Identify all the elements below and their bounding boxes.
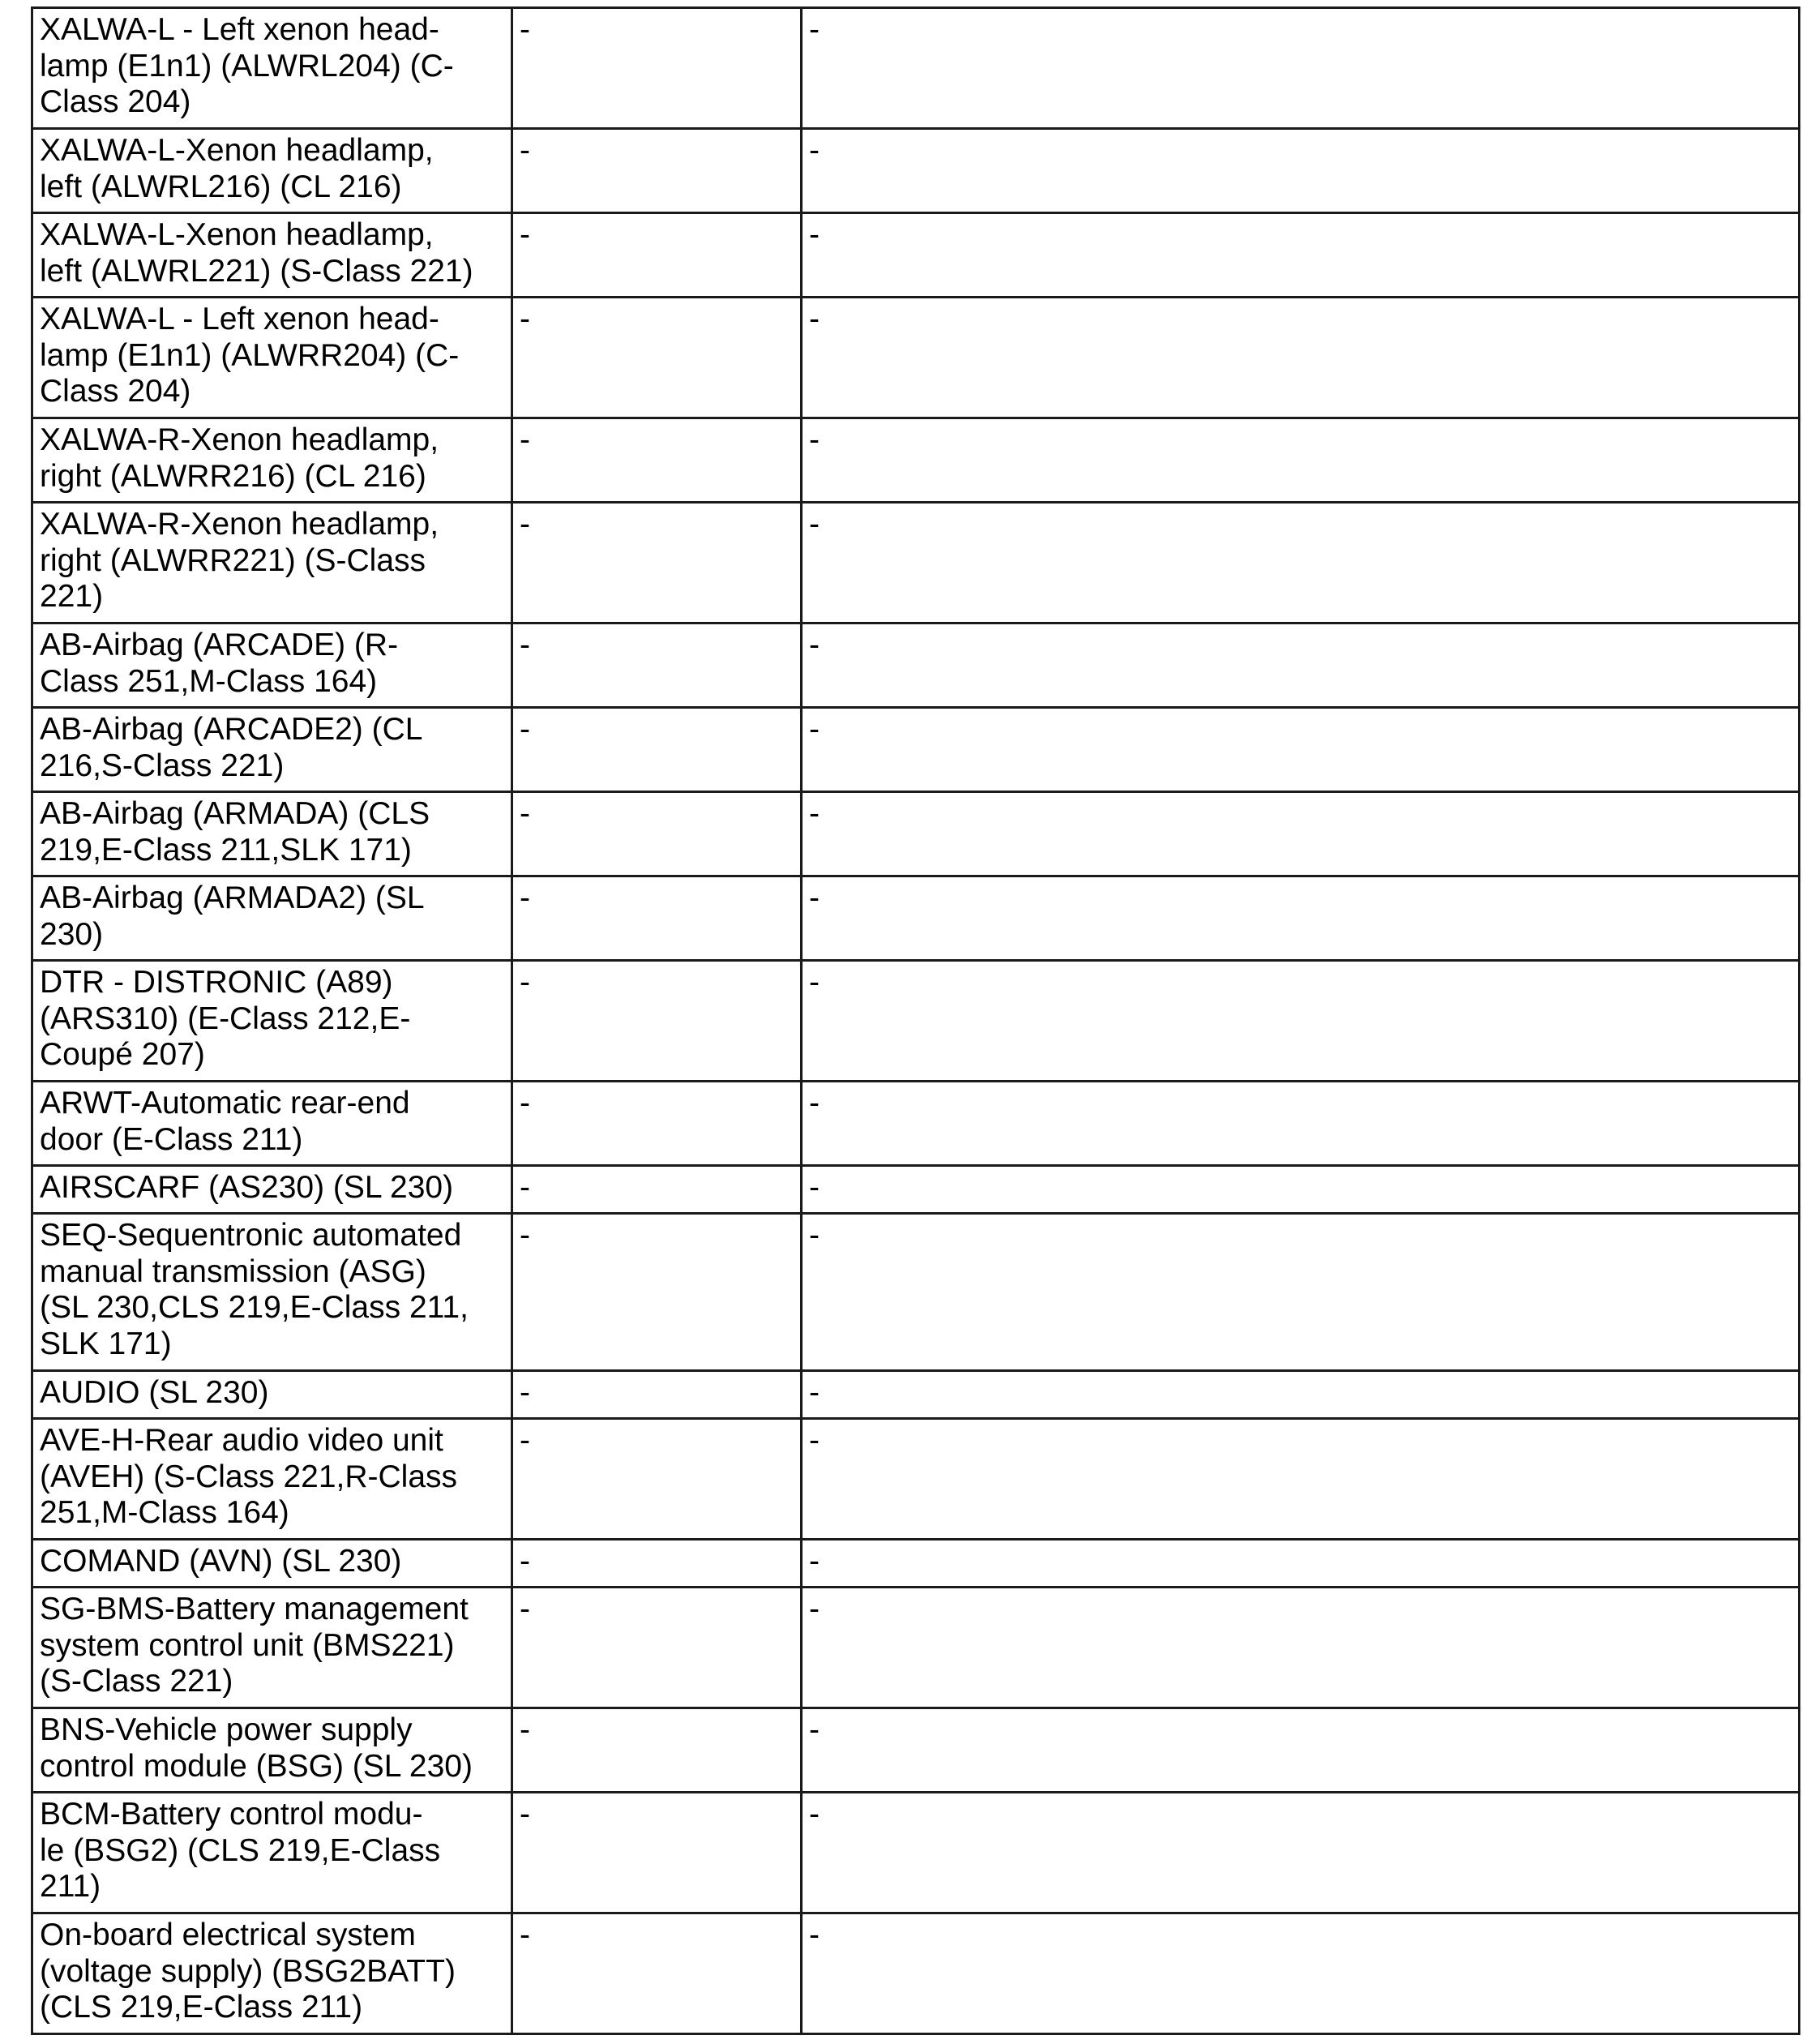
unit-name-cell: [32, 876, 512, 961]
value-cell: [512, 129, 802, 213]
value-text: -: [520, 217, 530, 252]
value-cell: [512, 298, 802, 418]
unit-name: BCM-Battery control modu- le (BSG2) (CLS 219,E-Class 211): [40, 1797, 441, 1904]
value-text: -: [520, 1544, 530, 1579]
note-text: -: [809, 302, 820, 336]
unit-name: XALWA-L - Left xenon head- lamp (E1n1) (ALWRL204) (C- Class 204): [40, 12, 454, 119]
table-row: [32, 418, 1800, 503]
table-row: [32, 1166, 1800, 1214]
note-cell: [802, 298, 1800, 418]
unit-name-cell: [32, 298, 512, 418]
unit-name-cell: [32, 623, 512, 708]
table-row: [32, 298, 1800, 418]
note-text: -: [809, 1218, 820, 1253]
unit-name-cell: [32, 213, 512, 298]
value-cell: [512, 1708, 802, 1793]
value-text: -: [520, 965, 530, 1000]
note-text: -: [809, 965, 820, 1000]
value-cell: [512, 1082, 802, 1166]
note-text: -: [809, 628, 820, 662]
note-text: -: [809, 1712, 820, 1747]
value-cell: [512, 1419, 802, 1540]
unit-name-cell: [32, 129, 512, 213]
table-row: [32, 129, 1800, 213]
value-cell: [512, 213, 802, 298]
unit-name: AIRSCARF (AS230) (SL 230): [40, 1170, 454, 1205]
value-text: -: [520, 1592, 530, 1626]
value-cell: [512, 708, 802, 792]
unit-name: AB-Airbag (ARMADA2) (SL 230): [40, 881, 425, 952]
unit-name: AVE-H-Rear audio video unit (AVEH) (S-Class 221,R-Class 251,M-Class 164): [40, 1423, 458, 1530]
value-text: -: [520, 507, 530, 542]
table-row: [32, 213, 1800, 298]
note-text: -: [809, 217, 820, 252]
note-text: -: [809, 507, 820, 542]
unit-name-cell: [32, 1708, 512, 1793]
value-cell: [512, 876, 802, 961]
unit-name-cell: [32, 792, 512, 876]
note-text: -: [809, 1544, 820, 1579]
value-cell: [512, 792, 802, 876]
value-text: -: [520, 302, 530, 336]
value-text: -: [520, 1797, 530, 1832]
note-cell: [802, 623, 1800, 708]
value-cell: [512, 1913, 802, 2034]
value-text: -: [520, 881, 530, 915]
note-cell: [802, 1913, 1800, 2034]
note-text: -: [809, 133, 820, 168]
note-cell: [802, 1708, 1800, 1793]
note-cell: [802, 1082, 1800, 1166]
table-row: [32, 1371, 1800, 1419]
value-cell: [512, 503, 802, 623]
note-text: -: [809, 1797, 820, 1832]
note-cell: [802, 1214, 1800, 1371]
unit-name-cell: [32, 1540, 512, 1588]
note-text: -: [809, 712, 820, 747]
unit-name: On-board electrical system (voltage supply) (BSG2BATT) (CLS 219,E-Class 211): [40, 1918, 456, 2025]
value-cell: [512, 623, 802, 708]
unit-name: XALWA-L-Xenon headlamp, left (ALWRL216) (CL 216): [40, 133, 434, 204]
unit-name: DTR - DISTRONIC (A89) (ARS310) (E-Class 212,E- Coupé 207): [40, 965, 411, 1072]
note-text: -: [809, 1086, 820, 1121]
note-cell: [802, 129, 1800, 213]
value-text: -: [520, 422, 530, 457]
note-cell: [802, 708, 1800, 792]
unit-name: COMAND (AVN) (SL 230): [40, 1544, 402, 1579]
value-cell: [512, 1588, 802, 1708]
note-text: -: [809, 422, 820, 457]
unit-name: AUDIO (SL 230): [40, 1375, 269, 1410]
unit-name: BNS-Vehicle power supply control module (BSG) (SL 230): [40, 1712, 473, 1784]
unit-name: AB-Airbag (ARCADE2) (CL 216,S-Class 221): [40, 712, 423, 783]
unit-name: AB-Airbag (ARMADA) (CLS 219,E-Class 211,SLK 171): [40, 796, 430, 868]
table-row: [32, 1540, 1800, 1588]
value-text: -: [520, 12, 530, 47]
unit-name-cell: [32, 1166, 512, 1214]
value-cell: [512, 1371, 802, 1419]
note-text: -: [809, 1592, 820, 1626]
note-cell: [802, 213, 1800, 298]
value-text: -: [520, 628, 530, 662]
table-body: [32, 8, 1800, 2034]
unit-name-cell: [32, 1588, 512, 1708]
note-cell: [802, 961, 1800, 1082]
note-cell: [802, 1793, 1800, 1913]
note-cell: [802, 1371, 1800, 1419]
unit-name: XALWA-R-Xenon headlamp, right (ALWRR221) (S-Class 221): [40, 507, 439, 614]
unit-name-cell: [32, 1214, 512, 1371]
table-row: [32, 1082, 1800, 1166]
unit-name-cell: [32, 1913, 512, 2034]
value-text: -: [520, 796, 530, 831]
unit-name: XALWA-R-Xenon headlamp, right (ALWRR216) (CL 216): [40, 422, 439, 494]
note-cell: [802, 876, 1800, 961]
note-cell: [802, 792, 1800, 876]
value-text: -: [520, 1218, 530, 1253]
note-cell: [802, 418, 1800, 503]
unit-name-cell: [32, 1419, 512, 1540]
note-cell: [802, 1588, 1800, 1708]
note-cell: [802, 1540, 1800, 1588]
unit-name: XALWA-L-Xenon headlamp, left (ALWRL221) (S-Class 221): [40, 217, 473, 289]
table-row: [32, 503, 1800, 623]
value-cell: [512, 8, 802, 129]
value-text: -: [520, 133, 530, 168]
control-unit-table: [31, 6, 1800, 2035]
note-cell: [802, 1419, 1800, 1540]
table-row: [32, 1793, 1800, 1913]
note-text: -: [809, 1918, 820, 1952]
table-row: [32, 1708, 1800, 1793]
table-row: [32, 708, 1800, 792]
table-row: [32, 1214, 1800, 1371]
unit-name: ARWT-Automatic rear-end door (E-Class 211): [40, 1086, 410, 1157]
note-text: -: [809, 12, 820, 47]
table-row: [32, 1588, 1800, 1708]
value-text: -: [520, 1918, 530, 1952]
table-row: [32, 876, 1800, 961]
value-text: -: [520, 1170, 530, 1205]
value-text: -: [520, 1712, 530, 1747]
unit-name-cell: [32, 1371, 512, 1419]
table-row: [32, 792, 1800, 876]
value-text: -: [520, 1375, 530, 1410]
unit-name: SEQ-Sequentronic automated manual transmission (ASG) (SL 230,CLS 219,E-Class 211, SLK 171): [40, 1218, 469, 1361]
note-text: -: [809, 796, 820, 831]
table-row: [32, 623, 1800, 708]
unit-name: SG-BMS-Battery management system control unit (BMS221) (S-Class 221): [40, 1592, 469, 1699]
unit-name-cell: [32, 1793, 512, 1913]
unit-name-cell: [32, 708, 512, 792]
value-cell: [512, 1214, 802, 1371]
value-cell: [512, 1540, 802, 1588]
table-row: [32, 8, 1800, 129]
note-cell: [802, 1166, 1800, 1214]
unit-name-cell: [32, 961, 512, 1082]
value-cell: [512, 1793, 802, 1913]
value-cell: [512, 961, 802, 1082]
note-cell: [802, 8, 1800, 129]
value-text: -: [520, 1086, 530, 1121]
unit-name-cell: [32, 503, 512, 623]
note-text: -: [809, 881, 820, 915]
note-cell: [802, 503, 1800, 623]
value-text: -: [520, 1423, 530, 1458]
unit-name: AB-Airbag (ARCADE) (R- Class 251,M-Class 164): [40, 628, 399, 699]
value-text: -: [520, 712, 530, 747]
note-text: -: [809, 1170, 820, 1205]
unit-name-cell: [32, 1082, 512, 1166]
value-cell: [512, 418, 802, 503]
value-cell: [512, 1166, 802, 1214]
table-row: [32, 961, 1800, 1082]
unit-name-cell: [32, 418, 512, 503]
unit-name-cell: [32, 8, 512, 129]
table-row: [32, 1419, 1800, 1540]
note-text: -: [809, 1375, 820, 1410]
table-row: [32, 1913, 1800, 2034]
note-text: -: [809, 1423, 820, 1458]
unit-name: XALWA-L - Left xenon head- lamp (E1n1) (ALWRR204) (C- Class 204): [40, 302, 460, 409]
